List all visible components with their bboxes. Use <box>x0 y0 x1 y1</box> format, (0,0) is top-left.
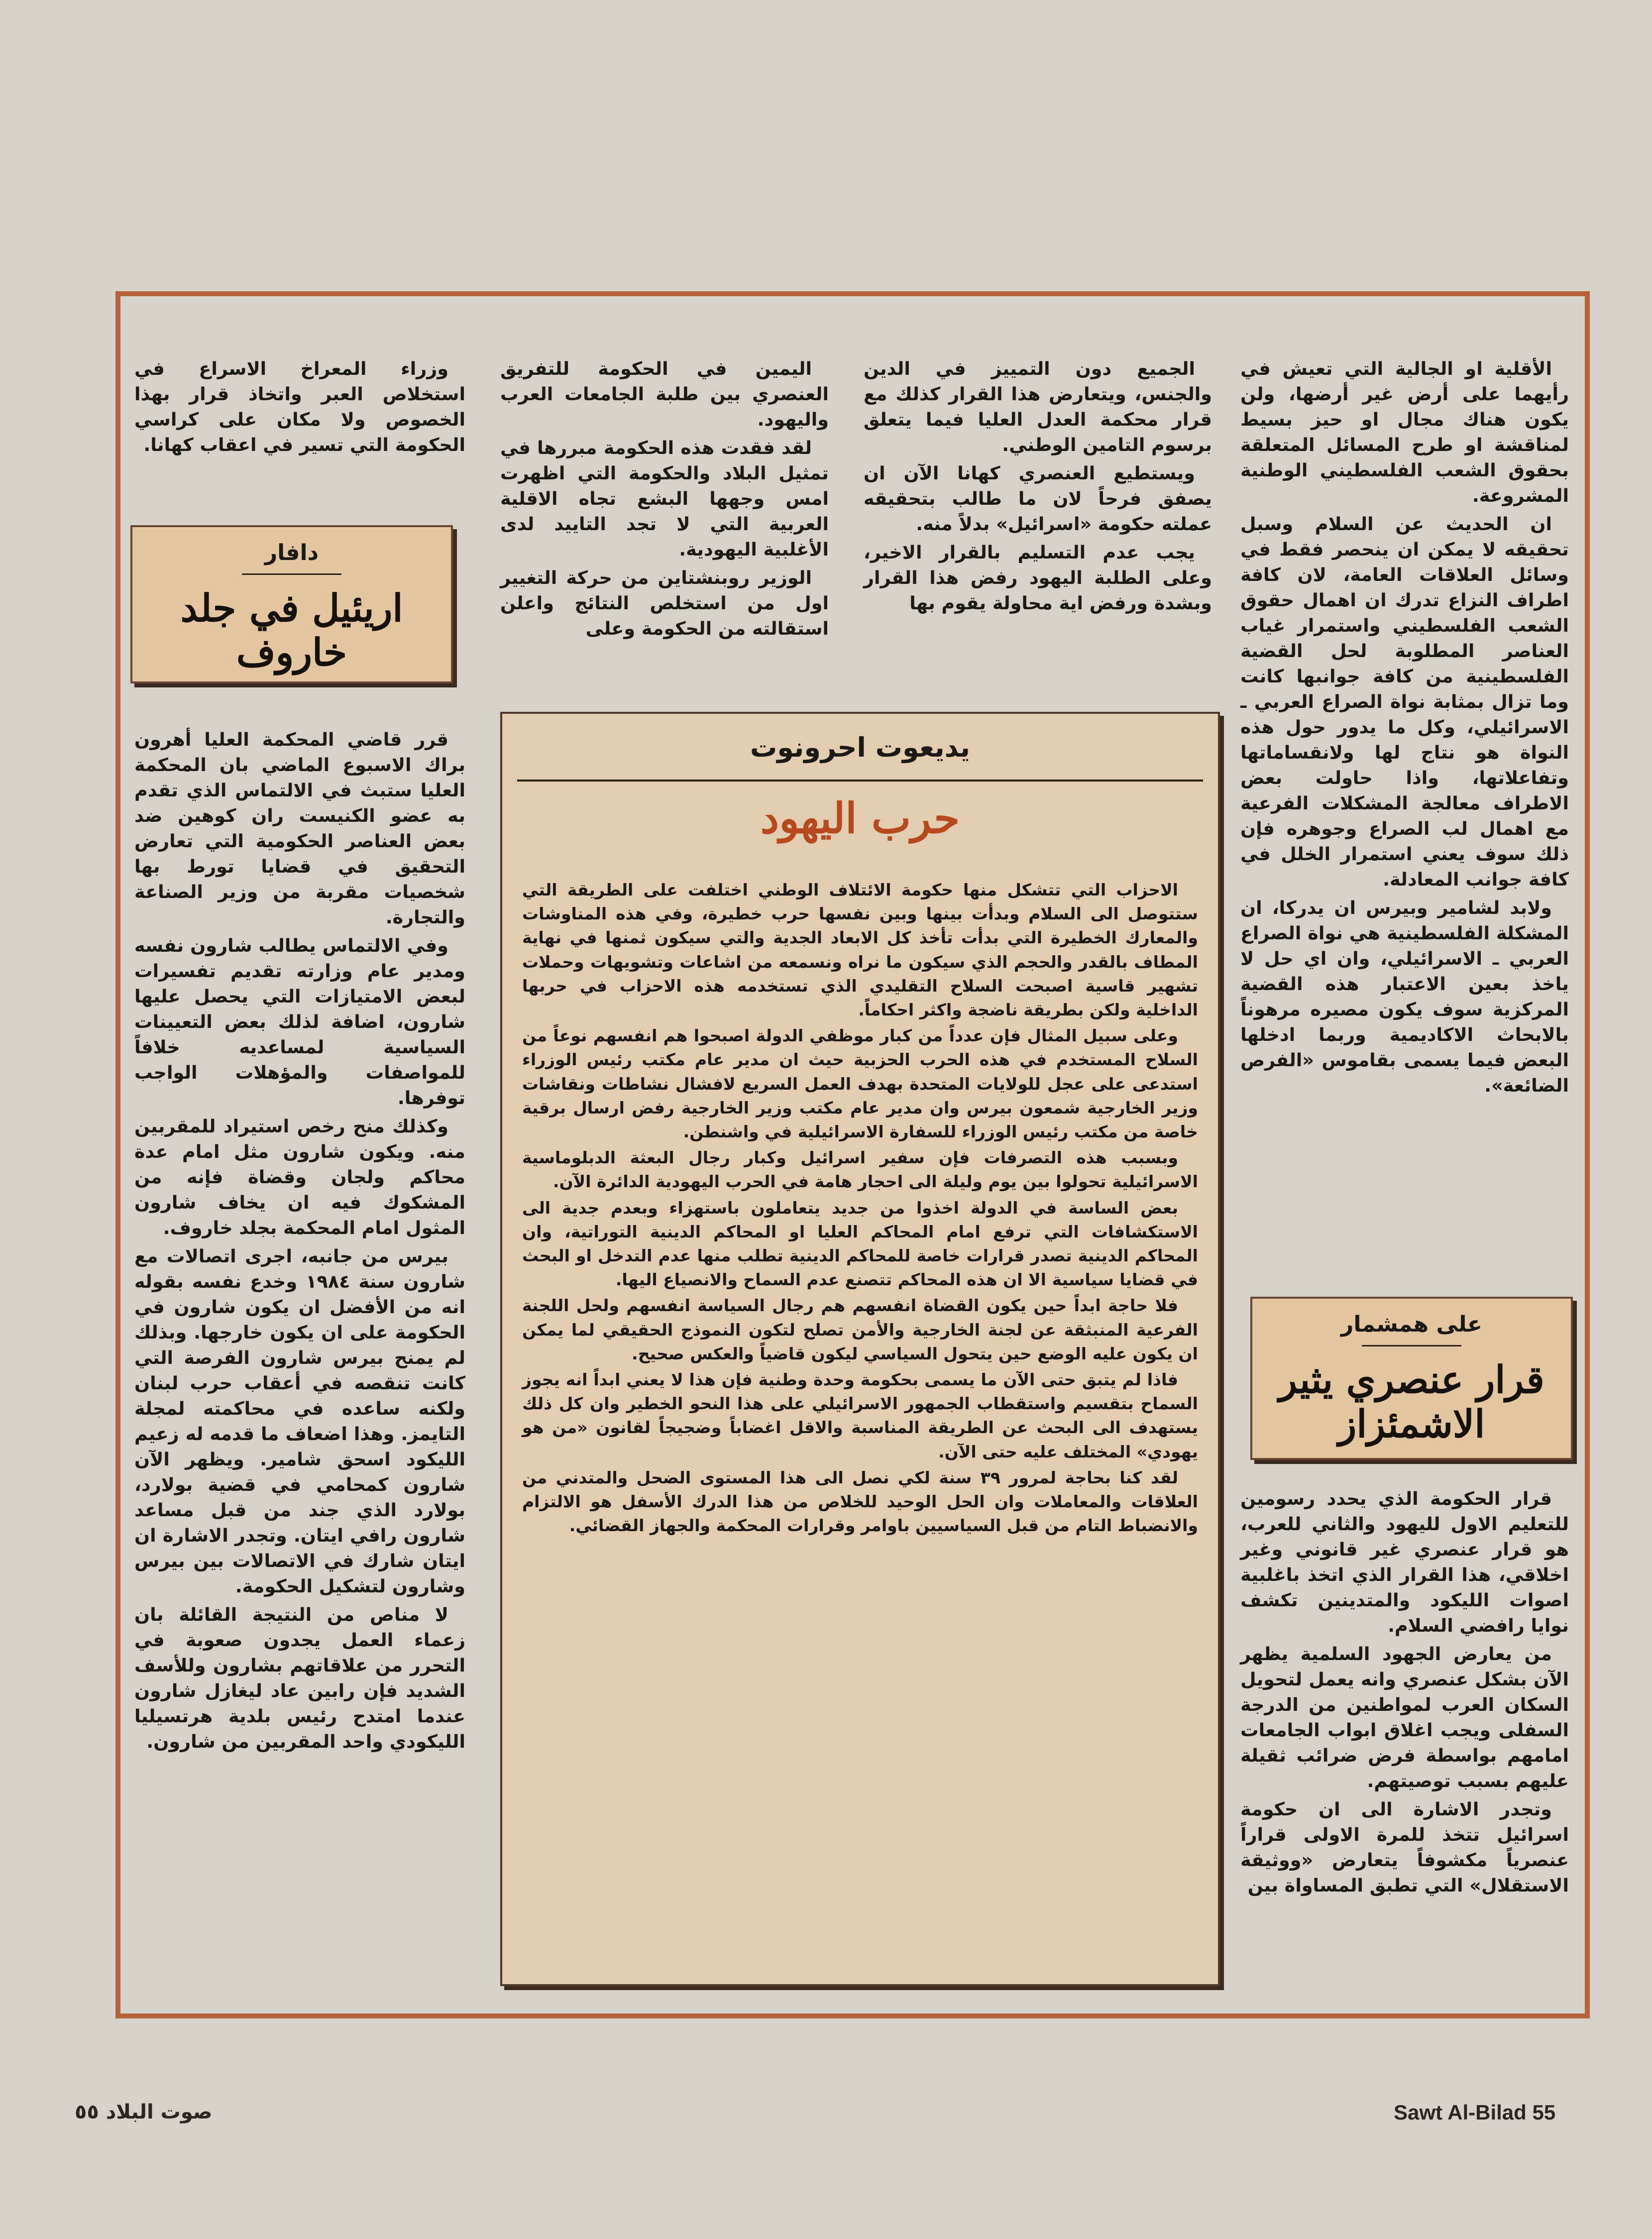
divider <box>242 573 341 575</box>
divider <box>1362 1345 1461 1346</box>
paragraph: الأقلية او الجالية التي تعيش في رأيهما على أرض غير أرضها، ولن يكون هناك مجال او حيز بسيط لمناقشة او طرح المسائل المتعلقة بحقوق الشعب الفلسطيني الوطنية المشروعة. <box>1240 358 1569 506</box>
source-author: على همشمار <box>1341 1312 1482 1337</box>
divider <box>517 780 1203 782</box>
boxed-article-body <box>522 878 1198 1540</box>
paragraph: لا مناص من النتيجة القائلة بان زعماء العمل يجدون صعوبة في التحرر من علاقاتهم بشارون وللأسف الشديد فإن رابين عاد ليغازل شارون عندما امتدح رئيس بلدية هرتسيليا الليكودي واحد المقربين من شارون. <box>134 1604 465 1752</box>
paragraph: ان الحديث عن السلام وسبل تحقيقه لا يمكن ان ينحصر فقط في وسائل العلاقات العامة، لان كافة اطراف النزاع تدرك ان اهمال حقوق الشعب الفلسطيني واستمرار غياب العناصر المطلوبة لحل القضية الفلسطينية من كافة جوانبها كانت وما تزال بمثابة نواة الصراع العربي ـ الاسرائيلي، وكل ما يدور حول هذه النواة هو نتاج لها ولانقساماتها وتفاعلاتها، واذا حاولت بعض الاطراف معالجة المشكلات الفرعية مع اهمال لب الصراع وجوهره فإن ذلك سوف يعني استمرار الخلل في كافة جوانب المعادلة. <box>1240 513 1569 890</box>
paragraph: لقد فقدت هذه الحكومة مبررها في تمثيل البلاد والحكومة التي اظهرت امس وجهها البشع تجاه الاقلية العربية التي لا تجد التاييد لدى الأغلبية اليهودية. <box>500 437 829 560</box>
paragraph: وبسبب هذه التصرفات فإن سفير اسرائيل وكبار رجال البعثة الدبلوماسية الاسرائيلية تحولوا بين يوم وليلة الى احجار هامة في الحرب اليهودية الدائرة الآن. <box>522 1148 1198 1192</box>
headline-title: حرب اليهود <box>760 793 960 843</box>
column-1 <box>1240 356 1569 1101</box>
paragraph: الجميع دون التمييز في الدين والجنس، ويتعارض هذا القرار كذلك مع قرار محكمة العدل العليا فيما يتعلق برسوم التامين الوطني. <box>864 358 1212 455</box>
paragraph: الاحزاب التي تتشكل منها حكومة الائتلاف الوطني اختلفت على الطريقة التي ستتوصل الى السلام وبدأت بينها وبين نفسها حرب خطيرة، وفي هذه المناوشات والمعارك الخطيرة التي بدأت تأخذ كل الابعاد الجدية والتي سيكون ثمنها في نهاية المطاف بالقدر والحجم الذي سيكون ما نراه ونسمعه من اشاعات وتشويهات وحملات تشهير قاسية اصبحت السلاح التقليدي الذي تستخدمه هذه الاحزاب في حربها الداخلية ولكن بطريقة ناضجة واكثر احكاماً. <box>522 880 1198 1020</box>
source-title: يديعوت احرونوت <box>750 732 971 763</box>
paragraph: وفي الالتماس يطالب شارون نفسه ومدير عام وزارته تقديم تفسيرات لبعض الامتيازات التي يحصل عليها شارون، اضافة لذلك بعض التعيينات السياسية لمساعديه خلافاً للمواصفات والمؤهلات الواجب توفرها. <box>134 935 465 1109</box>
column-2 <box>864 356 1212 619</box>
paragraph: لقد كنا بحاجة لمرور ٣٩ سنة لكي نصل الى هذا المستوى الضحل والمتدني من العلاقات والمعاملات وان الحل الوحيد للخلاص من هذا الدرك الأسفل هو الالتزام والانضباط التام من قبل السياسيين باوامر وقرارات المحكمة والجهاز القضائي. <box>522 1467 1198 1536</box>
paragraph: وتجدر الاشارة الى ان حكومة اسرائيل تتخذ للمرة الاولى قراراً عنصرياً مكشوفاً يتعارض «ووثيقة الاستقلال» التي تطبق المساواة بين <box>1240 1798 1569 1896</box>
paragraph: وكذلك منح رخص استيراد للمقربين منه. ويكون شارون مثل امام عدة محاكم ولجان وقضاة فإنه من المشكوك فيه ان يخاف شارون المثول امام المحكمة بجلد خاروف. <box>134 1116 465 1238</box>
paragraph: فاذا لم يتبق حتى الآن ما يسمى بحكومة وحدة وطنية فإن هذا لا يعني ابداً انه يجوز السماح بتقسيم واستقطاب الجمهور الاسرائيلي على هذا النحو الخطير وان كل ذلك يستهدف الى البحث عن الطريقة المناسبة والاقل اغضاباً وضجيجاً لقانون «من هو يهودي» المختلف عليه حتى الآن. <box>522 1370 1198 1461</box>
paragraph: قرار الحكومة الذي يحدد رسومين للتعليم الاول لليهود والثاني للعرب، هو قرار عنصري غير قانوني وغير اخلاقي، هذا القرار الذي اتخذ باغلبية اصوات الليكود والمتدينين تكشف نوايا رافضي السلام. <box>1240 1488 1569 1636</box>
paragraph: ويستطيع العنصري كهانا الآن ان يصفق فرحاً لان ما طالب بتحقيقه عملته حكومة «اسرائيل» بدلاً منه. <box>864 462 1212 535</box>
paragraph: اليمين في الحكومة للتفريق العنصري بين طلبة الجامعات العرب واليهود. <box>500 358 829 430</box>
paragraph: وزراء المعراخ الاسراع في استخلاص العبر واتخاذ قرار بهذا الخصوص ولا مكان على كراسي الحكومة التي تسير في اعقاب كهانا. <box>134 358 465 455</box>
headline-title: قرار عنصري يثير الاشمئزاز <box>1279 1357 1544 1446</box>
paragraph: ولابد لشامير وبيرس ان يدركا، ان المشكلة الفلسطينية هي نواة الصراع العربي ـ الاسرائيلي، وان اي حل لا ياخذ بعين الاعتبار هذه القضية المركزية سوف يكون مصيره مرهوناً بالابحاث الاكاديمية وربما ادخلها البعض فيما يسمى بقاموس «الفرص الضائعة». <box>1240 897 1569 1096</box>
paragraph: قرر قاضي المحكمة العليا أهرون براك الاسبوع الماضي بان المحكمة العليا ستبث في الالتماس الذي تقدم به عضو الكنيست ران كوهين ضد بعض العناصر الحكومية التي تعارض التحقيق في قضايا تورط بها شخصيات مقربة من وزير الصناعة والتجارة. <box>134 729 465 928</box>
column-4 <box>134 356 465 460</box>
headline-box-racist <box>1250 1297 1573 1460</box>
paragraph: الوزير روبنشتاين من حركة التغيير اول من استخلص النتائج واعلن استقالته من الحكومة وعلى <box>500 567 829 639</box>
headline-box-sheep <box>130 525 453 683</box>
column-4-lower <box>134 727 465 1757</box>
paragraph: يجب عدم التسليم بالقرار الاخير، وعلى الطلبة اليهود رفض هذا القرار وبشدة ورفض اية محاولة يقوم بها <box>864 542 1212 614</box>
paragraph: وعلى سبيل المثال فإن عدداً من كبار موظفي الدولة اصبحوا هم انفسهم نوعاً من السلاح المستخدم في هذه الحرب الحزبية حيث ان مدير عام مكتب رئيس الوزراء استدعى على عجل للولايات المتحدة بهدف العمل السريع لافشال نشاطات ونقاشات وزير الخارجية شمعون بيرس وان مدير عام مكتب وزير الخارجية رفض ارسال برقية خاصة من مكتب رئيس الوزراء للسفارة الاسرائيلية في واشنطن. <box>522 1026 1198 1142</box>
source-author: دافار <box>264 540 319 565</box>
paragraph: بعض الساسة في الدولة اخذوا من جديد يتعاملون باستهزاء وبعدم جدية الى الاستكشافات التي ترفع امام المحاكم العليا او المحاكم الدينية التوراتية، وان المحاكم الدينية تصدر قرارات خاصة للمحاكم الدينية تطلب منها عدم التدخل او البحث في قضايا سياسية الا ان هذه المحاكم تتصنع عدم السماح والانصياع اليها. <box>522 1198 1198 1290</box>
column-1-lower <box>1240 1486 1569 1901</box>
paragraph: من يعارض الجهود السلمية يظهر الآن بشكل عنصري وانه يعمل لتحويل السكان العرب لمواطنين من الدرجة السفلى ويجب اغلاق ابواب الجامعات امامهم بواسطة فرض ضرائب ثقيلة عليهم بسبب توصيتهم. <box>1240 1643 1569 1791</box>
paragraph: فلا حاجة ابداً حين يكون القضاة انفسهم هم رجال السياسة انفسهم ولحل اللجنة الفرعية المنبثقة عن لجنة الخارجية والأمن تصلح لتكون النموذج الحقيقي لما يمكن ان يكون عليه الوضع حين يتحول السياسي ليكون قاضياً والعكس صحيح. <box>522 1296 1198 1363</box>
boxed-article-war <box>500 712 1220 1986</box>
footer-page-label-arabic: صوت البلاد ٥٥ <box>75 2101 213 2124</box>
footer-page-label-english: Sawt Al-Bilad 55 <box>1394 2101 1556 2124</box>
column-3 <box>500 356 829 644</box>
headline-title: اريئيل في جلد خاروف <box>180 586 403 674</box>
paragraph: بيرس من جانبه، اجرى اتصالات مع شارون سنة ١٩٨٤ وخدع نفسه بقوله انه من الأفضل ان يكون شارون في الحكومة على ان يكون خارجها. وبذلك لم يمنح بيرس شارون الفرصة التي كانت تنقصه في أعقاب حرب لبنان ولكنه ساعده في محاكمته لمجلة التايمز. وهذا اضعاف ما قدمه له زعيم الليكود اسحق شامير. ويظهر الآن شارون كمحامي في قضية بولارد، بولارد الذي جند من قبل مساعد شارون رافي ايتان. وتجدر الاشارة ان ايتان شارك في الاتصالات بين بيرس وشارون لتشكيل الحكومة. <box>134 1245 465 1597</box>
